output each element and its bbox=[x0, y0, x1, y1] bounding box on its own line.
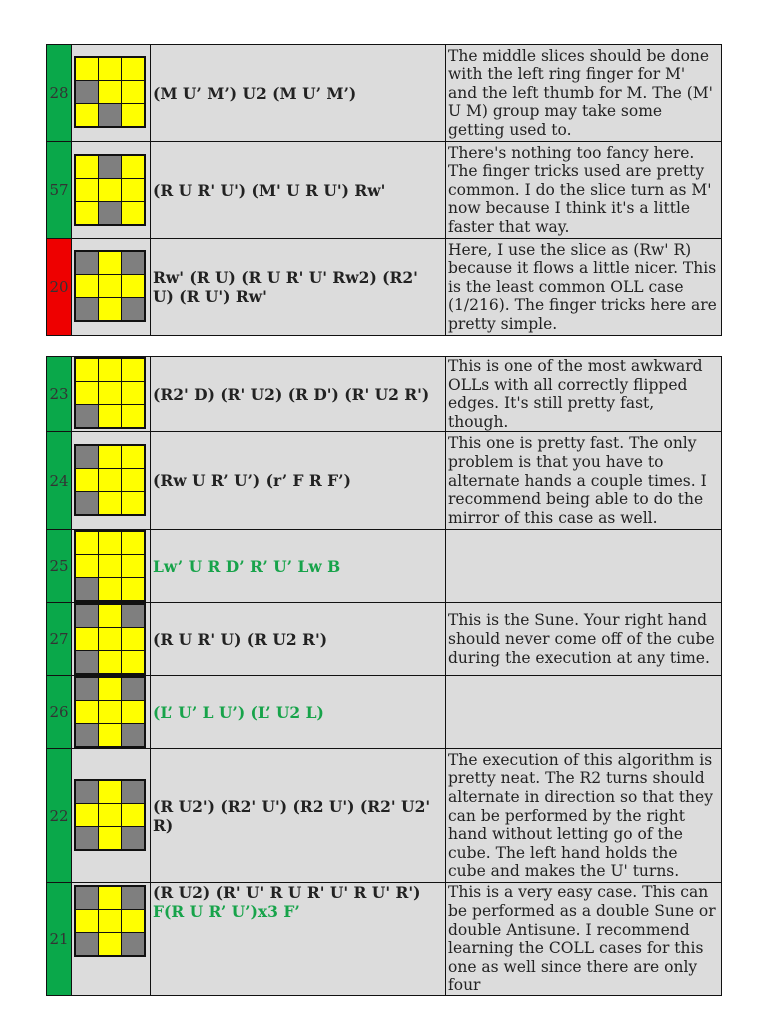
sticker-yellow bbox=[122, 382, 144, 404]
sticker-yellow bbox=[122, 469, 144, 491]
algorithm-text: (R2' D) (R' U2) (R D') (R' U2 R') bbox=[153, 384, 430, 404]
sticker-yellow bbox=[99, 81, 121, 103]
sticker-yellow bbox=[99, 555, 121, 577]
top-face-grid bbox=[74, 779, 146, 851]
sticker-yellow bbox=[99, 446, 121, 468]
sticker-gray bbox=[76, 887, 98, 909]
comment-cell bbox=[446, 676, 722, 749]
case-number: 21 bbox=[47, 883, 72, 996]
sticker-yellow bbox=[99, 724, 121, 746]
sticker-yellow bbox=[99, 827, 121, 849]
sticker-gray bbox=[122, 678, 144, 700]
sticker-gray bbox=[76, 651, 98, 673]
sticker-gray bbox=[122, 252, 144, 274]
comment-cell: This is a very easy case. This can be performed as a double Sune or double Antisune. I recommend learning the COLL cases for this one as well since there are only four bbox=[446, 883, 722, 996]
sticker-yellow bbox=[99, 532, 121, 554]
case-number: 20 bbox=[47, 239, 72, 336]
sticker-gray bbox=[76, 81, 98, 103]
sticker-gray bbox=[122, 887, 144, 909]
sticker-yellow bbox=[99, 58, 121, 80]
case-number: 25 bbox=[47, 530, 72, 603]
sticker-yellow bbox=[76, 179, 98, 201]
sticker-yellow bbox=[99, 469, 121, 491]
sticker-gray bbox=[76, 827, 98, 849]
comment-cell: The middle slices should be done with the left ring finger for M' and the left thumb for M. The (M' U M) group may take some getting used to. bbox=[446, 45, 722, 142]
case-number: 22 bbox=[47, 749, 72, 883]
top-face-grid bbox=[74, 444, 146, 516]
case-number: 27 bbox=[47, 603, 72, 676]
sticker-yellow bbox=[99, 678, 121, 700]
sticker-yellow bbox=[122, 492, 144, 514]
cube-diagram bbox=[72, 676, 151, 749]
sticker-yellow bbox=[122, 555, 144, 577]
sticker-yellow bbox=[122, 275, 144, 297]
sticker-yellow bbox=[76, 804, 98, 826]
sticker-gray bbox=[99, 156, 121, 178]
sticker-yellow bbox=[99, 605, 121, 627]
cube-diagram bbox=[72, 357, 151, 432]
sticker-yellow bbox=[122, 202, 144, 224]
sticker-yellow bbox=[99, 701, 121, 723]
top-face-grid bbox=[74, 885, 146, 957]
cube-diagram bbox=[72, 239, 151, 336]
sticker-gray bbox=[76, 492, 98, 514]
sticker-yellow bbox=[99, 275, 121, 297]
algorithm-cell bbox=[151, 883, 446, 996]
oll-row bbox=[47, 432, 722, 530]
sticker-yellow bbox=[76, 469, 98, 491]
algorithm-cell bbox=[151, 142, 446, 239]
sticker-yellow bbox=[76, 701, 98, 723]
algorithm-cell bbox=[151, 45, 446, 142]
sticker-yellow bbox=[99, 492, 121, 514]
sticker-yellow bbox=[99, 578, 121, 600]
sticker-yellow bbox=[122, 446, 144, 468]
cube-diagram bbox=[72, 45, 151, 142]
algorithm-cell bbox=[151, 530, 446, 603]
sticker-yellow bbox=[99, 933, 121, 955]
algorithm-text: Rw' (R U) (R U R' U' Rw2) (R2' U) (R U') Rw' bbox=[153, 268, 418, 306]
algorithm-text: (R U R' U) (R U2 R') bbox=[153, 629, 328, 649]
algorithm-alt-text: F(R U R’ U’)x3 F’ bbox=[153, 902, 300, 922]
sticker-gray bbox=[76, 724, 98, 746]
comment-cell: The execution of this algorithm is pretty neat. The R2 turns should alternate in direction so that they can be performed by the right hand without letting go of the cube. The left hand holds the cube and makes the U' turns. bbox=[446, 749, 722, 883]
top-face-grid bbox=[74, 676, 146, 748]
comment-cell: This is the Sune. Your right hand should never come off of the cube during the execution at any time. bbox=[446, 603, 722, 676]
sticker-yellow bbox=[76, 382, 98, 404]
case-number: 57 bbox=[47, 142, 72, 239]
sticker-yellow bbox=[99, 252, 121, 274]
sticker-yellow bbox=[76, 910, 98, 932]
sticker-yellow bbox=[99, 405, 121, 427]
sticker-gray bbox=[76, 298, 98, 320]
sticker-yellow bbox=[122, 910, 144, 932]
sticker-yellow bbox=[122, 104, 144, 126]
oll-row bbox=[47, 603, 722, 676]
algorithm-text: (R U2) (R' U' R U R' U' R U' R') bbox=[153, 883, 421, 903]
oll-table-bottom bbox=[46, 356, 722, 996]
algorithm-text: (M U’ M’) U2 (M U’ M’) bbox=[153, 83, 357, 103]
sticker-yellow bbox=[122, 804, 144, 826]
oll-table-top bbox=[46, 44, 722, 336]
sticker-yellow bbox=[122, 651, 144, 673]
comment-cell: This one is pretty fast. The only problem is that you have to alternate hands a couple times. I recommend being able to do the mirror of this case as well. bbox=[446, 432, 722, 530]
sticker-gray bbox=[99, 202, 121, 224]
top-face-grid bbox=[74, 603, 146, 675]
sticker-yellow bbox=[122, 532, 144, 554]
sticker-yellow bbox=[122, 628, 144, 650]
sticker-gray bbox=[76, 933, 98, 955]
sticker-yellow bbox=[122, 179, 144, 201]
sticker-yellow bbox=[99, 910, 121, 932]
oll-row bbox=[47, 142, 722, 239]
sticker-yellow bbox=[99, 359, 121, 381]
algorithm-text: (Rw U R’ U’) (r’ F R F’) bbox=[153, 471, 351, 491]
algorithm-text: (R U2') (R2' U') (R2 U') (R2' U2' R) bbox=[153, 796, 431, 835]
sticker-yellow bbox=[122, 405, 144, 427]
sticker-yellow bbox=[99, 651, 121, 673]
oll-row bbox=[47, 749, 722, 883]
sticker-yellow bbox=[122, 156, 144, 178]
oll-row bbox=[47, 45, 722, 142]
sticker-gray bbox=[76, 678, 98, 700]
algorithm-cell bbox=[151, 603, 446, 676]
sticker-gray bbox=[76, 605, 98, 627]
top-face-grid bbox=[74, 530, 146, 602]
cube-diagram bbox=[72, 432, 151, 530]
sticker-yellow bbox=[122, 701, 144, 723]
sticker-yellow bbox=[76, 359, 98, 381]
case-number: 23 bbox=[47, 357, 72, 432]
sticker-yellow bbox=[122, 578, 144, 600]
sticker-yellow bbox=[76, 555, 98, 577]
sticker-gray bbox=[99, 104, 121, 126]
sticker-gray bbox=[122, 827, 144, 849]
case-number: 28 bbox=[47, 45, 72, 142]
sticker-gray bbox=[76, 405, 98, 427]
sticker-yellow bbox=[99, 179, 121, 201]
sticker-gray bbox=[76, 446, 98, 468]
algorithm-text: (R U R' U') (M' U R U') Rw' bbox=[153, 180, 386, 200]
sticker-yellow bbox=[76, 202, 98, 224]
sticker-yellow bbox=[99, 804, 121, 826]
sticker-yellow bbox=[76, 275, 98, 297]
cube-diagram bbox=[72, 603, 151, 676]
sticker-yellow bbox=[99, 781, 121, 803]
top-face-grid bbox=[74, 250, 146, 322]
sticker-gray bbox=[76, 252, 98, 274]
case-number: 24 bbox=[47, 432, 72, 530]
sticker-yellow bbox=[76, 156, 98, 178]
sticker-yellow bbox=[122, 81, 144, 103]
sticker-gray bbox=[122, 724, 144, 746]
sticker-gray bbox=[122, 605, 144, 627]
sticker-yellow bbox=[122, 58, 144, 80]
algorithm-alt-text: (L’ U’ L U’) (L’ U2 L) bbox=[153, 702, 324, 722]
sticker-gray bbox=[76, 578, 98, 600]
sticker-yellow bbox=[76, 628, 98, 650]
algorithm-cell bbox=[151, 749, 446, 883]
sticker-yellow bbox=[99, 382, 121, 404]
sticker-gray bbox=[76, 781, 98, 803]
comment-cell: This is one of the most awkward OLLs with all correctly flipped edges. It's still pretty fast, though. bbox=[446, 357, 722, 432]
sticker-yellow bbox=[99, 298, 121, 320]
sticker-yellow bbox=[99, 887, 121, 909]
oll-row bbox=[47, 530, 722, 603]
cube-diagram bbox=[72, 749, 151, 883]
cube-diagram bbox=[72, 530, 151, 603]
comment-cell: Here, I use the slice as (Rw' R) because it flows a little nicer. This is the least common OLL case (1/216). The finger tricks here are pretty simple. bbox=[446, 239, 722, 336]
cube-diagram bbox=[72, 883, 151, 996]
oll-row bbox=[47, 676, 722, 749]
oll-row bbox=[47, 357, 722, 432]
oll-row bbox=[47, 239, 722, 336]
oll-row bbox=[47, 883, 722, 996]
sticker-yellow bbox=[76, 104, 98, 126]
sticker-gray bbox=[122, 298, 144, 320]
case-number: 26 bbox=[47, 676, 72, 749]
top-face-grid bbox=[74, 56, 146, 128]
algorithm-cell bbox=[151, 432, 446, 530]
sticker-yellow bbox=[76, 532, 98, 554]
sticker-yellow bbox=[122, 359, 144, 381]
sticker-yellow bbox=[76, 58, 98, 80]
comment-cell bbox=[446, 530, 722, 603]
sticker-gray bbox=[122, 781, 144, 803]
algorithm-cell bbox=[151, 239, 446, 336]
top-face-grid bbox=[74, 154, 146, 226]
sticker-yellow bbox=[99, 628, 121, 650]
sticker-gray bbox=[122, 933, 144, 955]
comment-cell: There's nothing too fancy here. The finger tricks used are pretty common. I do the slice turn as M' now because I think it's a little faster that way. bbox=[446, 142, 722, 239]
algorithm-cell bbox=[151, 357, 446, 432]
algorithm-cell bbox=[151, 676, 446, 749]
algorithm-alt-text: Lw’ U R D’ R’ U’ Lw B bbox=[153, 556, 341, 576]
cube-diagram bbox=[72, 142, 151, 239]
top-face-grid bbox=[74, 357, 146, 429]
